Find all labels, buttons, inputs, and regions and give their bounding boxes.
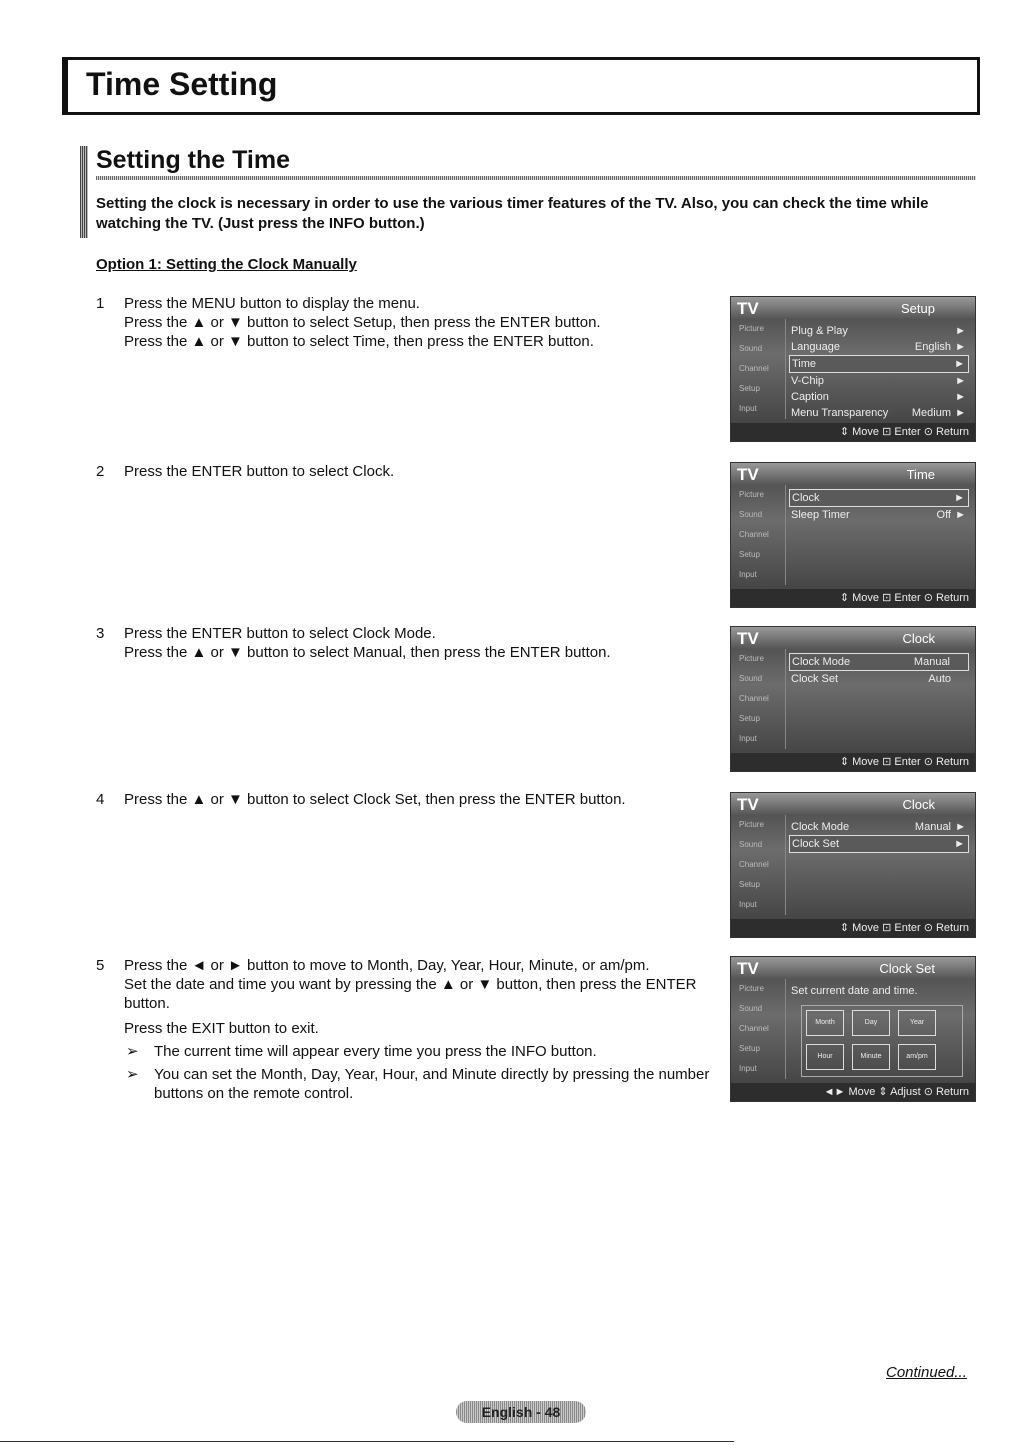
- bottom-rule: [0, 1441, 734, 1442]
- menu-footer: [731, 919, 975, 937]
- menu-item: [789, 835, 969, 853]
- menu-item-label: Menu Transparency: [791, 407, 889, 419]
- section-title: Setting the Time: [96, 146, 291, 174]
- page-number: English - 48: [456, 1401, 586, 1423]
- menu-sidebar-item: Channel: [739, 1024, 769, 1033]
- menu-breadcrumb: Setup: [901, 301, 935, 316]
- menu-footer-text: ◄► Move ⇕ Adjust ⊙ Return: [823, 1086, 969, 1098]
- menu-header: [731, 627, 975, 649]
- menu-sidebar: [731, 319, 786, 419]
- menu-sidebar-item: Channel: [739, 860, 769, 869]
- tv-menu-screenshot: [730, 792, 976, 938]
- menu-item-value: English: [914, 341, 951, 353]
- menu-tv-label: TV: [737, 465, 759, 484]
- clock-field: am/pm: [898, 1044, 936, 1070]
- menu-item: [789, 355, 969, 373]
- menu-footer: [731, 753, 975, 771]
- menu-sidebar-item: Picture: [739, 984, 764, 993]
- step-line: Press the ▲ or ▼ button to select Time, then press the ENTER button.: [124, 333, 594, 350]
- step-note: [124, 1042, 724, 1061]
- chevron-right-icon: ►: [955, 391, 966, 403]
- tv-menu-screenshot: [730, 296, 976, 442]
- menu-tv-label: TV: [737, 629, 759, 648]
- menu-item-value: Manual: [913, 656, 950, 668]
- note-text: You can set the Month, Day, Year, Hour, and Minute directly by pressing the number buttons on the remote control.: [154, 1066, 710, 1102]
- menu-item: [789, 653, 969, 671]
- menu-item: [789, 819, 969, 835]
- step-line: Set the date and time you want by pressing the ▲ or ▼ button, then press the ENTER button.: [124, 976, 697, 1012]
- clock-field: Year: [898, 1010, 936, 1036]
- menu-sidebar-item: Sound: [739, 1004, 763, 1013]
- step-number: 5: [96, 957, 105, 974]
- menu-item: [789, 405, 969, 421]
- tv-menu-screenshot: [730, 956, 976, 1102]
- menu-tv-label: TV: [737, 299, 759, 318]
- clock-field: Day: [852, 1010, 890, 1036]
- menu-item: [789, 671, 969, 687]
- menu-sidebar-item: Channel: [739, 364, 769, 373]
- menu-sidebar: [731, 485, 786, 585]
- menu-item-value: Manual: [914, 821, 951, 833]
- menu-item-label: Plug & Play: [791, 325, 848, 337]
- menu-item-label: Clock Mode: [792, 656, 851, 668]
- menu-sidebar-item: Setup: [739, 714, 760, 723]
- step-line: Press the ENTER button to select Clock.: [124, 463, 395, 480]
- step-note: [124, 1065, 724, 1103]
- menu-breadcrumb: Clock Set: [879, 961, 935, 976]
- menu-item-label: Language: [791, 341, 840, 353]
- chevron-right-icon: ►: [955, 325, 966, 337]
- menu-item-label: Sleep Timer: [791, 509, 850, 521]
- menu-item: [789, 323, 969, 339]
- step-number: 4: [96, 791, 105, 808]
- menu-sidebar-item: Sound: [739, 840, 763, 849]
- note-arrow-icon: ➢: [126, 1043, 139, 1060]
- menu-header: [731, 793, 975, 815]
- menu-sidebar-item: Input: [739, 900, 757, 909]
- menu-item-label: Caption: [791, 391, 829, 403]
- step-line: Press the ▲ or ▼ button to select Clock Set, then press the ENTER button.: [124, 791, 626, 808]
- menu-item: [789, 389, 969, 405]
- menu-footer: [731, 423, 975, 441]
- menu-item: [789, 489, 969, 507]
- menu-sidebar: [731, 815, 786, 915]
- menu-item-value: Medium: [911, 407, 951, 419]
- menu-sidebar-item: Setup: [739, 550, 760, 559]
- menu-footer-text: ⇕ Move ⊡ Enter ⊙ Return: [839, 426, 969, 438]
- menu-sidebar-item: Input: [739, 404, 757, 413]
- chevron-right-icon: ►: [955, 821, 966, 833]
- section-rule: [96, 176, 976, 180]
- chevron-right-icon: ►: [954, 492, 965, 504]
- chevron-right-icon: ►: [954, 358, 965, 370]
- step-number: 2: [96, 463, 105, 480]
- step-number: 3: [96, 625, 105, 642]
- clock-field: Month: [806, 1010, 844, 1036]
- note-text: The current time will appear every time you press the INFO button.: [154, 1043, 597, 1060]
- menu-item-label: Set current date and time.: [791, 985, 918, 997]
- chevron-right-icon: ►: [955, 407, 966, 419]
- page-title: Time Setting: [86, 66, 278, 102]
- menu-items: [789, 653, 969, 687]
- menu-sidebar-item: Input: [739, 1064, 757, 1073]
- menu-items: [789, 323, 969, 437]
- menu-sidebar-item: Picture: [739, 490, 764, 499]
- menu-item-label: Clock Mode: [791, 821, 850, 833]
- clock-field: Hour: [806, 1044, 844, 1070]
- menu-footer: [731, 589, 975, 607]
- menu-tv-label: TV: [737, 795, 759, 814]
- step-line: Press the ENTER button to select Clock Mode.: [124, 625, 436, 642]
- section-intro: Setting the clock is necessary in order to use the various timer features of the TV. Also, you can check the time while watching the TV. (Just press the INFO button.): [96, 195, 929, 232]
- menu-footer-text: ⇕ Move ⊡ Enter ⊙ Return: [839, 592, 969, 604]
- menu-footer-text: ⇕ Move ⊡ Enter ⊙ Return: [839, 756, 969, 768]
- menu-item-value: Off: [936, 509, 951, 521]
- continued-label: Continued...: [886, 1364, 967, 1381]
- chevron-right-icon: ►: [955, 509, 966, 521]
- menu-breadcrumb: Clock: [902, 797, 935, 812]
- step-line: Press the ▲ or ▼ button to select Manual, then press the ENTER button.: [124, 644, 611, 661]
- menu-item: [789, 983, 969, 999]
- menu-sidebar-item: Setup: [739, 384, 760, 393]
- menu-sidebar-item: Setup: [739, 880, 760, 889]
- menu-sidebar-item: Channel: [739, 694, 769, 703]
- menu-sidebar-item: Channel: [739, 530, 769, 539]
- menu-sidebar-item: Sound: [739, 510, 763, 519]
- menu-breadcrumb: Time: [906, 467, 935, 482]
- menu-item-label: V-Chip: [791, 375, 825, 387]
- menu-item: [789, 373, 969, 389]
- menu-sidebar-item: Sound: [739, 344, 763, 353]
- menu-items: [789, 819, 969, 853]
- menu-footer: [731, 1083, 975, 1101]
- menu-tv-label: TV: [737, 959, 759, 978]
- menu-header: [731, 957, 975, 979]
- clock-set-grid: [801, 1005, 963, 1077]
- menu-sidebar-item: Input: [739, 734, 757, 743]
- menu-item-value: Auto: [928, 673, 951, 685]
- menu-sidebar-item: Sound: [739, 674, 763, 683]
- menu-sidebar-item: Picture: [739, 324, 764, 333]
- menu-sidebar-item: Picture: [739, 654, 764, 663]
- menu-sidebar-item: Setup: [739, 1044, 760, 1053]
- step-line: Press the EXIT button to exit.: [124, 1020, 319, 1037]
- menu-header: [731, 297, 975, 319]
- menu-sidebar-item: Picture: [739, 820, 764, 829]
- menu-items: [789, 489, 969, 523]
- option-title: Option 1: Setting the Clock Manually: [96, 256, 357, 273]
- menu-item-label: Clock Set: [792, 838, 840, 850]
- menu-item-label: Clock Set: [791, 673, 839, 685]
- menu-item-label: Clock: [792, 492, 820, 504]
- step-line: Press the MENU button to display the menu.: [124, 295, 420, 312]
- title-box: [62, 57, 980, 115]
- section-marker: [80, 146, 88, 238]
- menu-header: [731, 463, 975, 485]
- menu-footer-text: ⇕ Move ⊡ Enter ⊙ Return: [839, 922, 969, 934]
- clock-field: Minute: [852, 1044, 890, 1070]
- chevron-right-icon: ►: [955, 341, 966, 353]
- step-line: Press the ◄ or ► button to move to Month, Day, Year, Hour, Minute, or am/pm.: [124, 957, 650, 974]
- menu-sidebar: [731, 649, 786, 749]
- menu-sidebar: [731, 979, 786, 1079]
- chevron-right-icon: ►: [955, 375, 966, 387]
- menu-item-label: Time: [792, 358, 817, 370]
- menu-item: [789, 339, 969, 355]
- tv-menu-screenshot: [730, 462, 976, 608]
- tv-menu-screenshot: [730, 626, 976, 772]
- menu-breadcrumb: Clock: [902, 631, 935, 646]
- step-line: Press the ▲ or ▼ button to select Setup, then press the ENTER button.: [124, 314, 601, 331]
- menu-sidebar-item: Input: [739, 570, 757, 579]
- step-number: 1: [96, 295, 105, 312]
- note-arrow-icon: ➢: [126, 1066, 139, 1083]
- chevron-right-icon: ►: [954, 838, 965, 850]
- menu-item: [789, 507, 969, 523]
- menu-items: [789, 983, 969, 999]
